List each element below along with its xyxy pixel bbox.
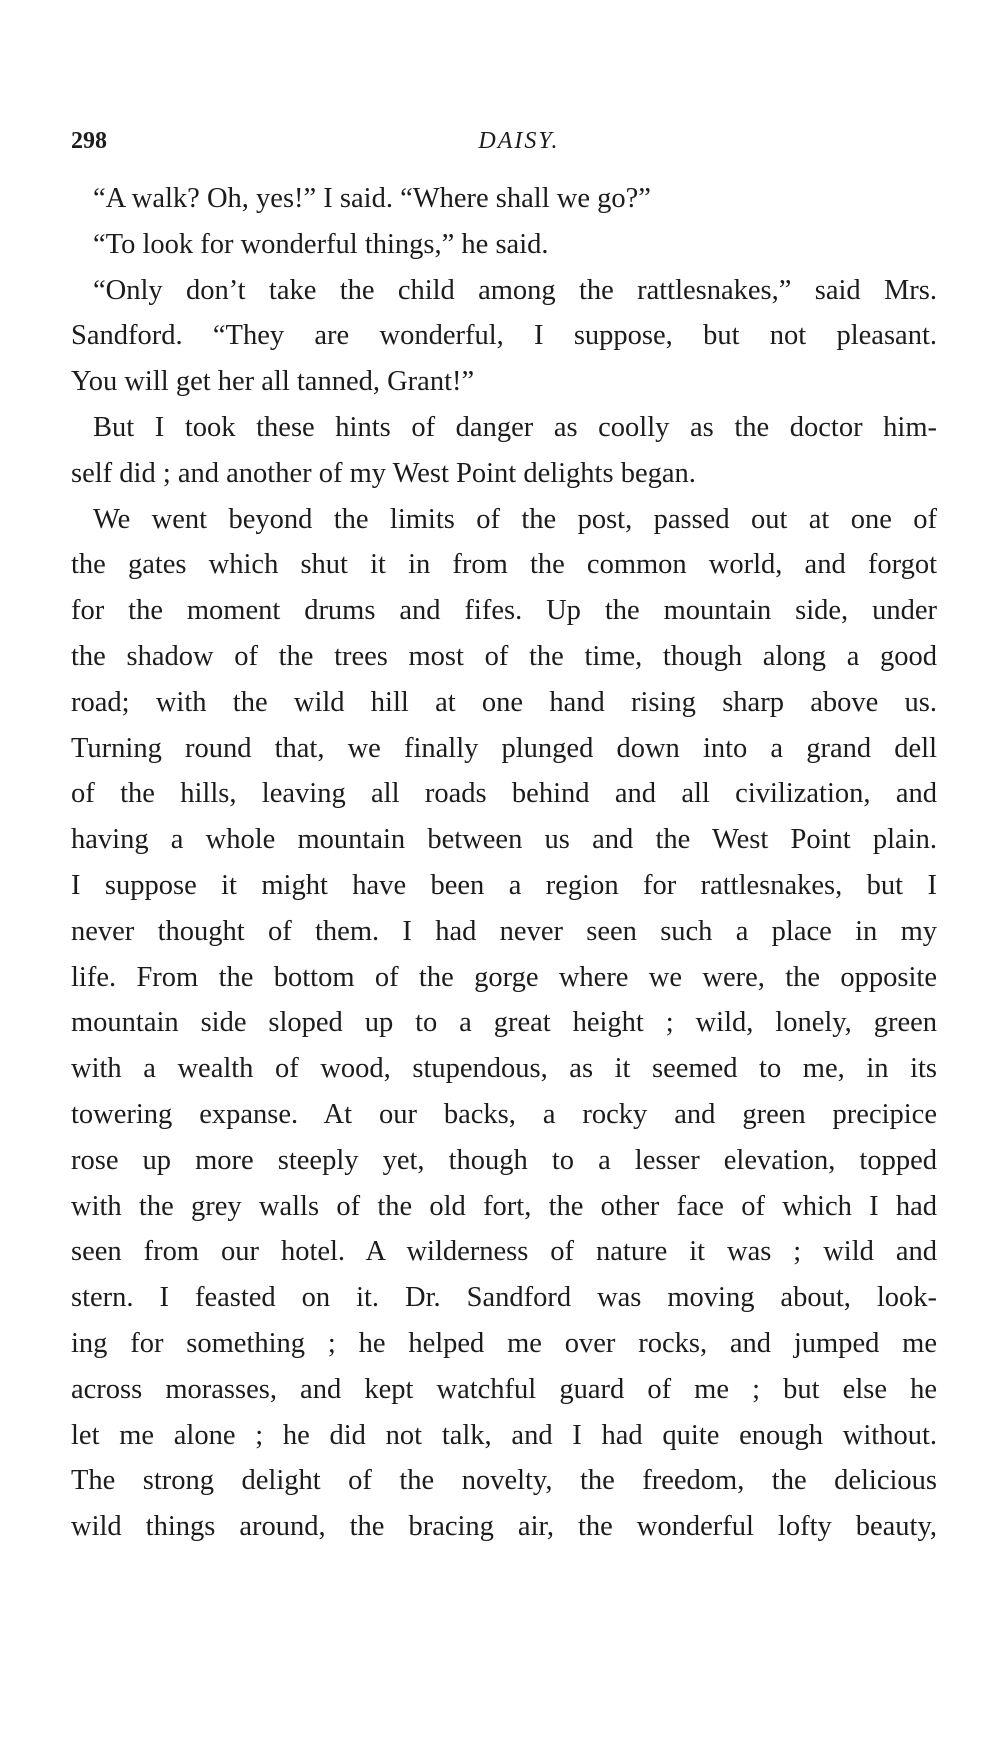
text-line: for the moment drums and fifes. Up the mountain side, under (71, 595, 937, 627)
text-line: mountain side sloped up to a great height ; wild, lonely, green (71, 1007, 937, 1039)
text-line: “To look for wonderful things,” he said. (93, 228, 549, 260)
text-line: We went beyond the limits of the post, passed out at one of (93, 503, 937, 535)
text-line: across morasses, and kept watchful guard of me ; but else he (71, 1373, 937, 1405)
text-line: seen from our hotel. A wilderness of nature it was ; wild and (71, 1236, 937, 1268)
text-line: with the grey walls of the old fort, the other face of which I had (71, 1190, 937, 1222)
running-head (71, 128, 937, 164)
paragraph (71, 222, 937, 268)
text-line: self did ; and another of my West Point delights began. (71, 457, 696, 489)
paragraph (71, 405, 937, 497)
paragraph (71, 176, 937, 222)
text-line: the shadow of the trees most of the time, though along a good (71, 640, 937, 672)
text-line: life. From the bottom of the gorge where we were, the opposite (71, 961, 937, 993)
text-line: The strong delight of the novelty, the freedom, the delicious (71, 1465, 937, 1497)
text-line: never thought of them. I had never seen such a place in my (71, 915, 937, 947)
text-line: wild things around, the bracing air, the wonderful lofty beauty, (71, 1511, 937, 1543)
text-line: stern. I feasted on it. Dr. Sandford was moving about, look- (71, 1282, 937, 1314)
text-line: rose up more steeply yet, though to a lesser elevation, topped (71, 1144, 937, 1176)
page-number: 298 (71, 128, 107, 154)
text-line: I suppose it might have been a region for rattlesnakes, but I (71, 869, 937, 901)
text-line: with a wealth of wood, stupendous, as it seemed to me, in its (71, 1053, 937, 1085)
paragraph-list (71, 176, 937, 1550)
text-line: road; with the wild hill at one hand rising sharp above us. (71, 686, 937, 718)
text-line: towering expanse. At our backs, a rocky and green precipice (71, 1098, 937, 1130)
text-line: of the hills, leaving all roads behind and all civilization, and (71, 778, 937, 810)
text-line: ing for something ; he helped me over rocks, and jumped me (71, 1327, 937, 1359)
paragraph (71, 497, 937, 1550)
text-line: having a whole mountain between us and the West Point plain. (71, 824, 937, 856)
text-line: “Only don’t take the child among the rattlesnakes,” said Mrs. (93, 274, 937, 306)
text-line: Sandford. “They are wonderful, I suppose, but not pleasant. (71, 320, 937, 352)
text-line: the gates which shut it in from the common world, and forgot (71, 549, 937, 581)
text-line: “A walk? Oh, yes!” I said. “Where shall we go?” (93, 183, 651, 214)
paragraph (71, 268, 937, 405)
text-line: Turning round that, we finally plunged down into a grand dell (71, 732, 937, 764)
text-line: But I took these hints of danger as coolly as the doctor him- (93, 411, 937, 443)
text-line: let me alone ; he did not talk, and I had quite enough without. (71, 1419, 937, 1451)
running-title: DAISY. (478, 128, 560, 154)
text-line: You will get her all tanned, Grant!” (71, 366, 475, 398)
body-text (71, 176, 937, 1550)
